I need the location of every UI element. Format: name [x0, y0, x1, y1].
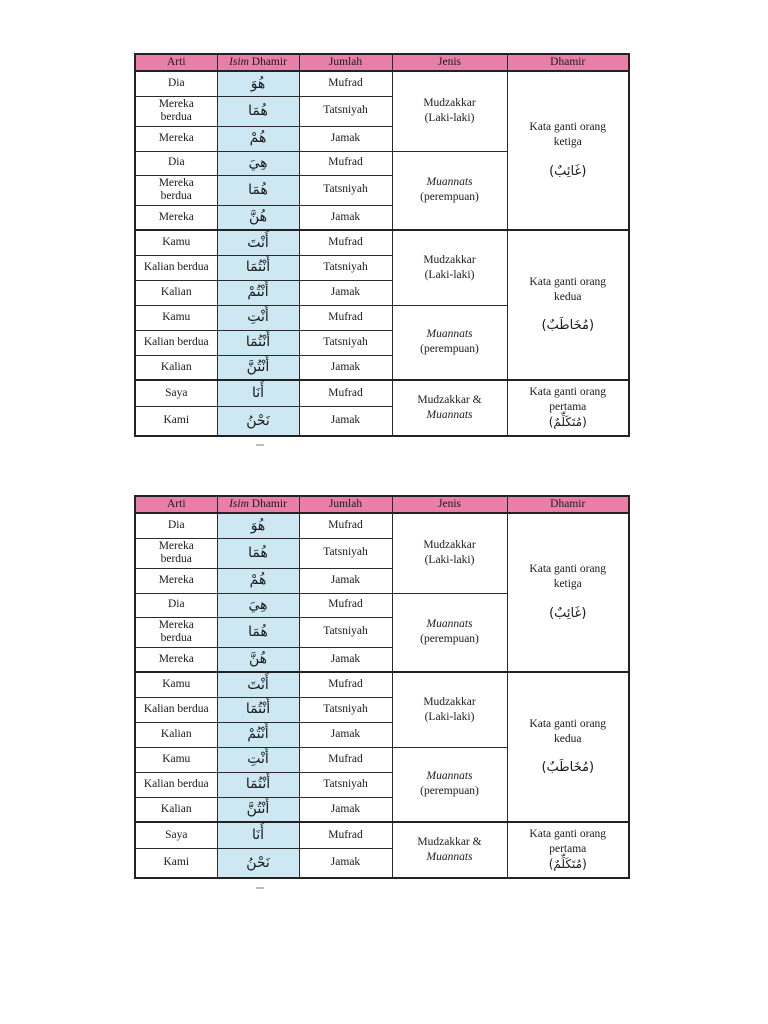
- table-row: [135, 672, 629, 697]
- header-dhamir-word: Dhamir: [248, 497, 287, 510]
- dhamir-label: Kata ganti orang ketiga: [529, 563, 607, 591]
- cell-jumlah: Tatsniyah: [299, 772, 392, 797]
- cell-jumlah: Jamak: [299, 280, 392, 305]
- dhamir-arabic: (مُخَاطَبٌ): [541, 760, 595, 776]
- cell-arti: Saya: [135, 380, 217, 406]
- cell-dhamir-kedua: [507, 230, 629, 380]
- cell-dhamir-pertama: [507, 822, 629, 878]
- dhamir-label: Kata ganti orang pertama: [529, 828, 607, 856]
- cell-jumlah: Mufrad: [299, 822, 392, 848]
- jenis-label: Mudzakkar &: [417, 836, 482, 849]
- cell-jumlah: Tatsniyah: [299, 175, 392, 205]
- cell-jenis-mudzakkar: [392, 71, 507, 151]
- cell-jumlah: Mufrad: [299, 747, 392, 772]
- stray-mark: [256, 444, 264, 446]
- cell-jumlah: Jamak: [299, 797, 392, 822]
- jenis-label: Mudzakkar: [423, 539, 476, 552]
- cell-arti: Kalian: [135, 355, 217, 380]
- cell-jenis-both: [392, 380, 507, 436]
- cell-dhamir-ketiga: [507, 71, 629, 230]
- header-arti: Arti: [135, 54, 217, 71]
- stray-mark: [256, 887, 264, 889]
- jenis-sub: (Laki-laki): [424, 554, 475, 567]
- jenis-label: Muannats: [426, 328, 473, 341]
- cell-jumlah: Jamak: [299, 406, 392, 436]
- table-row: [135, 230, 629, 255]
- cell-arab: هُنَّ: [217, 205, 299, 230]
- dhamir-label: Kata ganti orang pertama: [529, 386, 607, 414]
- header-isim-dhamir: [217, 496, 299, 513]
- cell-jenis-muannats: [392, 747, 507, 822]
- cell-arab: أَنْتُمَا: [217, 697, 299, 722]
- header-jenis: Jenis: [392, 54, 507, 71]
- cell-arti: Mereka: [135, 126, 217, 151]
- table-row: [135, 822, 629, 848]
- table-row: [135, 71, 629, 96]
- jenis-sub: (Laki-laki): [424, 268, 475, 281]
- cell-jenis-both: [392, 822, 507, 878]
- cell-dhamir-ketiga: [507, 513, 629, 672]
- cell-arab: أَنْتُمَا: [217, 255, 299, 280]
- cell-arti: Kalian: [135, 797, 217, 822]
- dhamir-arabic: (مُتَكَلِّمٌ): [548, 415, 587, 430]
- jenis-sub: (perempuan): [420, 191, 479, 204]
- cell-arti: Kamu: [135, 230, 217, 255]
- cell-jenis-muannats: [392, 305, 507, 380]
- table-header-row: [135, 496, 629, 513]
- dhamir-arabic: (غَائِبٌ): [549, 163, 587, 179]
- header-isim: Isim: [229, 55, 249, 68]
- cell-arab: أَنْتُنَّ: [217, 797, 299, 822]
- header-jumlah: Jumlah: [299, 496, 392, 513]
- cell-arti: Kalian: [135, 722, 217, 747]
- cell-jumlah: Mufrad: [299, 672, 392, 697]
- cell-arab: نَحْنُ: [217, 848, 299, 878]
- cell-jumlah: Jamak: [299, 647, 392, 672]
- jenis-label: Mudzakkar: [423, 97, 476, 110]
- cell-jumlah: Tatsniyah: [299, 330, 392, 355]
- cell-dhamir-kedua: [507, 672, 629, 822]
- cell-arab: هُنَّ: [217, 647, 299, 672]
- header-arti: Arti: [135, 496, 217, 513]
- dhamir-label: Kata ganti orang kedua: [529, 717, 607, 745]
- cell-arti: Mereka: [135, 205, 217, 230]
- jenis-label: Muannats: [426, 618, 473, 631]
- cell-arti: Kami: [135, 848, 217, 878]
- cell-arti: Kamu: [135, 747, 217, 772]
- dhamir-label: Kata ganti orang ketiga: [529, 121, 607, 149]
- cell-arti: Dia: [135, 71, 217, 96]
- cell-arab: أَنْتُمَا: [217, 772, 299, 797]
- cell-arti: Kamu: [135, 305, 217, 330]
- cell-arti: Mereka: [135, 568, 217, 593]
- cell-jumlah: Mufrad: [299, 380, 392, 406]
- cell-arab: أَنَا: [217, 822, 299, 848]
- jenis-sub: (Laki-laki): [424, 710, 475, 723]
- cell-jumlah: Jamak: [299, 355, 392, 380]
- cell-arab: أَنْتُنَّ: [217, 355, 299, 380]
- cell-arab: أَنْتَ: [217, 230, 299, 255]
- jenis-sub: (Laki-laki): [424, 112, 475, 125]
- cell-jumlah: Jamak: [299, 848, 392, 878]
- cell-arti: Mereka berdua: [135, 617, 217, 647]
- dhamir-arabic: (غَائِبٌ): [549, 605, 587, 621]
- jenis-label: Mudzakkar: [423, 253, 476, 266]
- cell-dhamir-pertama: [507, 380, 629, 436]
- table-header-row: [135, 54, 629, 71]
- jenis-sub: (perempuan): [420, 785, 479, 798]
- cell-jumlah: Tatsniyah: [299, 96, 392, 126]
- header-isim-dhamir: [217, 54, 299, 71]
- header-dhamir-word: Dhamir: [248, 55, 287, 68]
- cell-jumlah: Mufrad: [299, 513, 392, 538]
- pronoun-table-1: [134, 53, 630, 437]
- cell-jumlah: Mufrad: [299, 593, 392, 617]
- cell-arti: Kamu: [135, 672, 217, 697]
- cell-arab: أَنَا: [217, 380, 299, 406]
- cell-jumlah: Mufrad: [299, 230, 392, 255]
- cell-arab: هُمْ: [217, 568, 299, 593]
- cell-arab: أَنْتِ: [217, 747, 299, 772]
- table-row: [135, 513, 629, 538]
- jenis-label: Muannats: [426, 176, 473, 189]
- table-row: [135, 380, 629, 406]
- cell-arti: Kalian berdua: [135, 255, 217, 280]
- cell-arab: هِيَ: [217, 151, 299, 175]
- header-dhamir: Dhamir: [507, 54, 629, 71]
- cell-jumlah: Mufrad: [299, 71, 392, 96]
- jenis-sub: (perempuan): [420, 343, 479, 356]
- cell-jenis-muannats: [392, 593, 507, 672]
- header-isim: Isim: [229, 497, 249, 510]
- cell-jumlah: Tatsniyah: [299, 617, 392, 647]
- cell-arti: Dia: [135, 593, 217, 617]
- cell-arti: Dia: [135, 513, 217, 538]
- cell-arab: هُمَا: [217, 617, 299, 647]
- cell-arab: هِيَ: [217, 593, 299, 617]
- cell-jenis-muannats: [392, 151, 507, 230]
- header-jenis: Jenis: [392, 496, 507, 513]
- cell-arti: Kalian berdua: [135, 697, 217, 722]
- cell-arti: Kalian berdua: [135, 772, 217, 797]
- jenis-sub: Muannats: [426, 409, 473, 421]
- jenis-label: Mudzakkar: [423, 695, 476, 708]
- cell-arab: أَنْتِ: [217, 305, 299, 330]
- cell-arti: Kalian: [135, 280, 217, 305]
- jenis-label: Mudzakkar &: [417, 394, 482, 407]
- jenis-sub: Muannats: [426, 851, 473, 863]
- cell-arti: Saya: [135, 822, 217, 848]
- cell-jumlah: Jamak: [299, 126, 392, 151]
- cell-arab: هُمْ: [217, 126, 299, 151]
- cell-arab: هُمَا: [217, 96, 299, 126]
- dhamir-label: Kata ganti orang kedua: [529, 275, 607, 303]
- dhamir-arabic: (مُتَكَلِّمٌ): [548, 857, 587, 872]
- cell-jenis-mudzakkar: [392, 230, 507, 305]
- cell-jumlah: Tatsniyah: [299, 697, 392, 722]
- cell-jumlah: Tatsniyah: [299, 255, 392, 280]
- cell-jenis-mudzakkar: [392, 672, 507, 747]
- cell-arab: هُمَا: [217, 538, 299, 568]
- cell-jumlah: Jamak: [299, 205, 392, 230]
- jenis-label: Muannats: [426, 770, 473, 783]
- dhamir-arabic: (مُخَاطَبٌ): [541, 318, 595, 334]
- cell-jumlah: Jamak: [299, 568, 392, 593]
- cell-arab: أَنْتَ: [217, 672, 299, 697]
- cell-arab: هُوَ: [217, 71, 299, 96]
- cell-arti: Mereka berdua: [135, 175, 217, 205]
- cell-jenis-mudzakkar: [392, 513, 507, 593]
- header-jumlah: Jumlah: [299, 54, 392, 71]
- cell-jumlah: Tatsniyah: [299, 538, 392, 568]
- cell-jumlah: Mufrad: [299, 305, 392, 330]
- cell-arab: أَنْتُمْ: [217, 722, 299, 747]
- jenis-sub: (perempuan): [420, 633, 479, 646]
- cell-arab: نَحْنُ: [217, 406, 299, 436]
- cell-arti: Kalian berdua: [135, 330, 217, 355]
- cell-arti: Mereka berdua: [135, 96, 217, 126]
- pronoun-table-2: [134, 495, 630, 879]
- header-dhamir: Dhamir: [507, 496, 629, 513]
- cell-arab: أَنْتُمْ: [217, 280, 299, 305]
- cell-arab: هُوَ: [217, 513, 299, 538]
- cell-arti: Kami: [135, 406, 217, 436]
- cell-arti: Dia: [135, 151, 217, 175]
- cell-jumlah: Jamak: [299, 722, 392, 747]
- cell-arti: Mereka: [135, 647, 217, 672]
- cell-arab: هُمَا: [217, 175, 299, 205]
- cell-arti: Mereka berdua: [135, 538, 217, 568]
- cell-arab: أَنْتُمَا: [217, 330, 299, 355]
- cell-jumlah: Mufrad: [299, 151, 392, 175]
